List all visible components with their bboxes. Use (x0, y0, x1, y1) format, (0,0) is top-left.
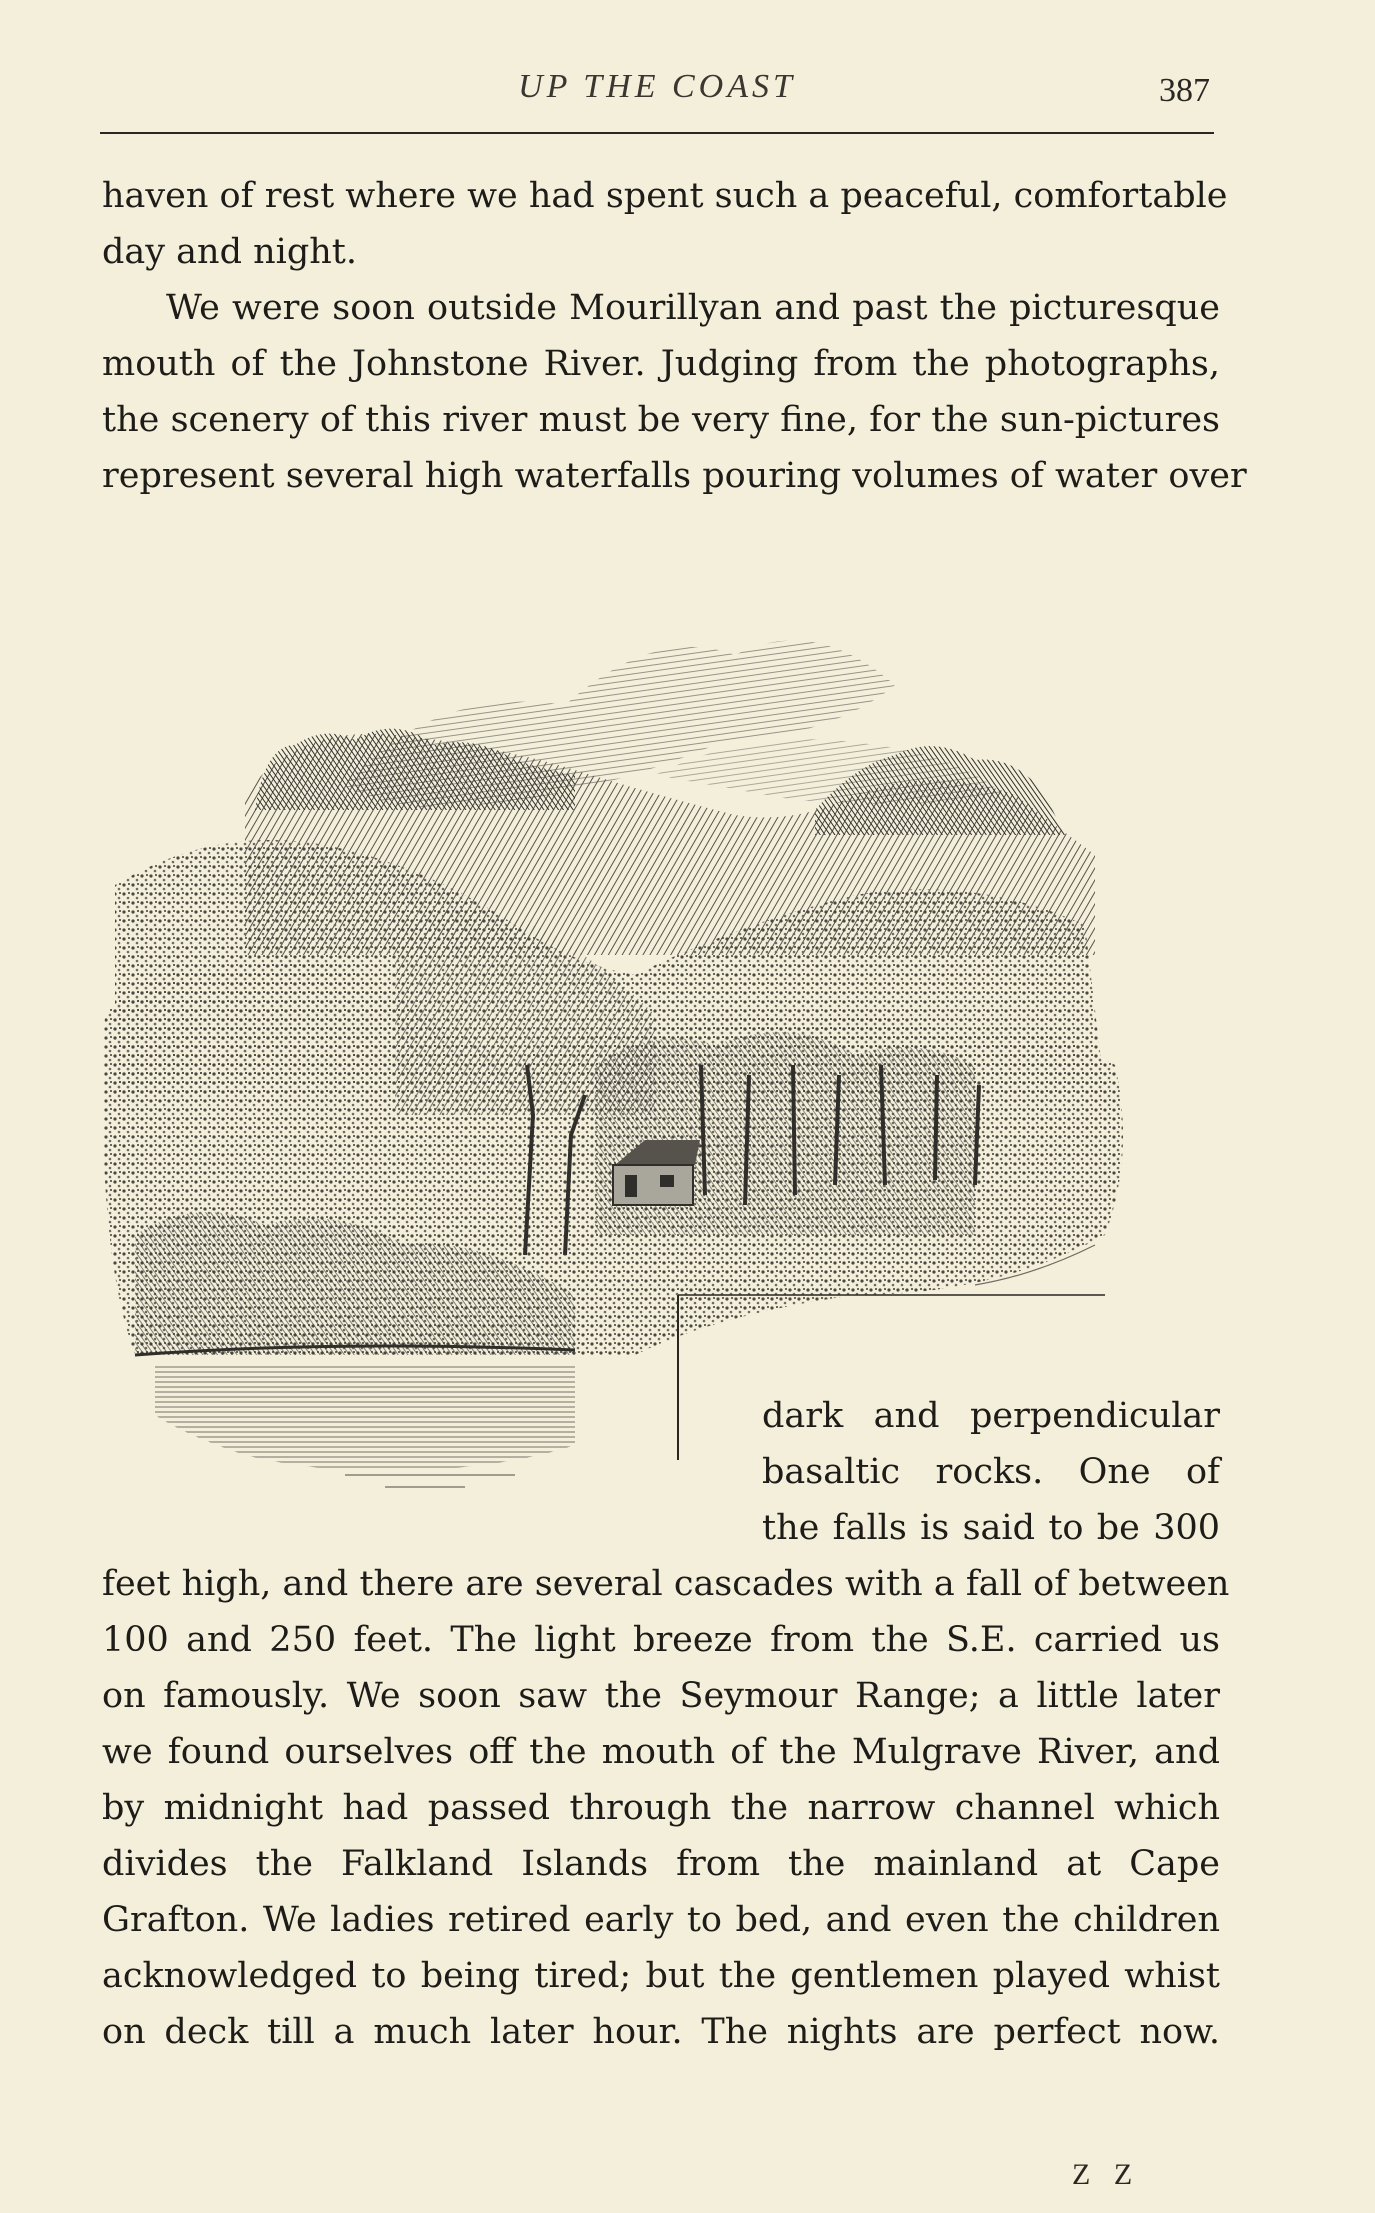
text-line: mouth of the Johnstone River. Judging from the photographs, (102, 344, 1220, 384)
text-line: the falls is said to be 300 (762, 1508, 1220, 1548)
text-line: we found ourselves off the mouth of the Mulgrave River, and (102, 1732, 1220, 1772)
text-line: acknowledged to being tired; but the gentlemen played whist (102, 1956, 1220, 1996)
text-line: basaltic rocks. One of (762, 1452, 1220, 1492)
text-line: by midnight had passed through the narrow channel which (102, 1788, 1220, 1828)
landscape-engraving (95, 595, 1215, 1520)
text-line: on famously. We soon saw the Seymour Range; a little later (102, 1676, 1220, 1716)
text-line: represent several high waterfalls pouring volumes of water over (102, 456, 1247, 496)
text-line: 100 and 250 feet. The light breeze from the S.E. carried us (102, 1620, 1220, 1660)
text-line: haven of rest where we had spent such a peaceful, comfortable (102, 176, 1228, 216)
text-line: dark and perpendicular (762, 1396, 1220, 1436)
running-head (100, 64, 1214, 134)
text-line: Grafton. We ladies retired early to bed, and even the children (102, 1900, 1220, 1940)
text-line: We were soon outside Mourillyan and past the picturesque (166, 288, 1220, 328)
text-line: on deck till a much later hour. The nights are perfect now. (102, 2012, 1220, 2052)
text-line: feet high, and there are several cascades with a fall of between (102, 1564, 1230, 1604)
page-number: 387 (1159, 72, 1210, 109)
text-line: day and night. (102, 232, 357, 272)
text-line: divides the Falkland Islands from the mainland at Cape (102, 1844, 1220, 1884)
signature-mark: Z Z (1072, 2158, 1141, 2191)
text-line: the scenery of this river must be very fine, for the sun-pictures (102, 400, 1220, 440)
running-title: UP THE COAST (518, 68, 796, 105)
